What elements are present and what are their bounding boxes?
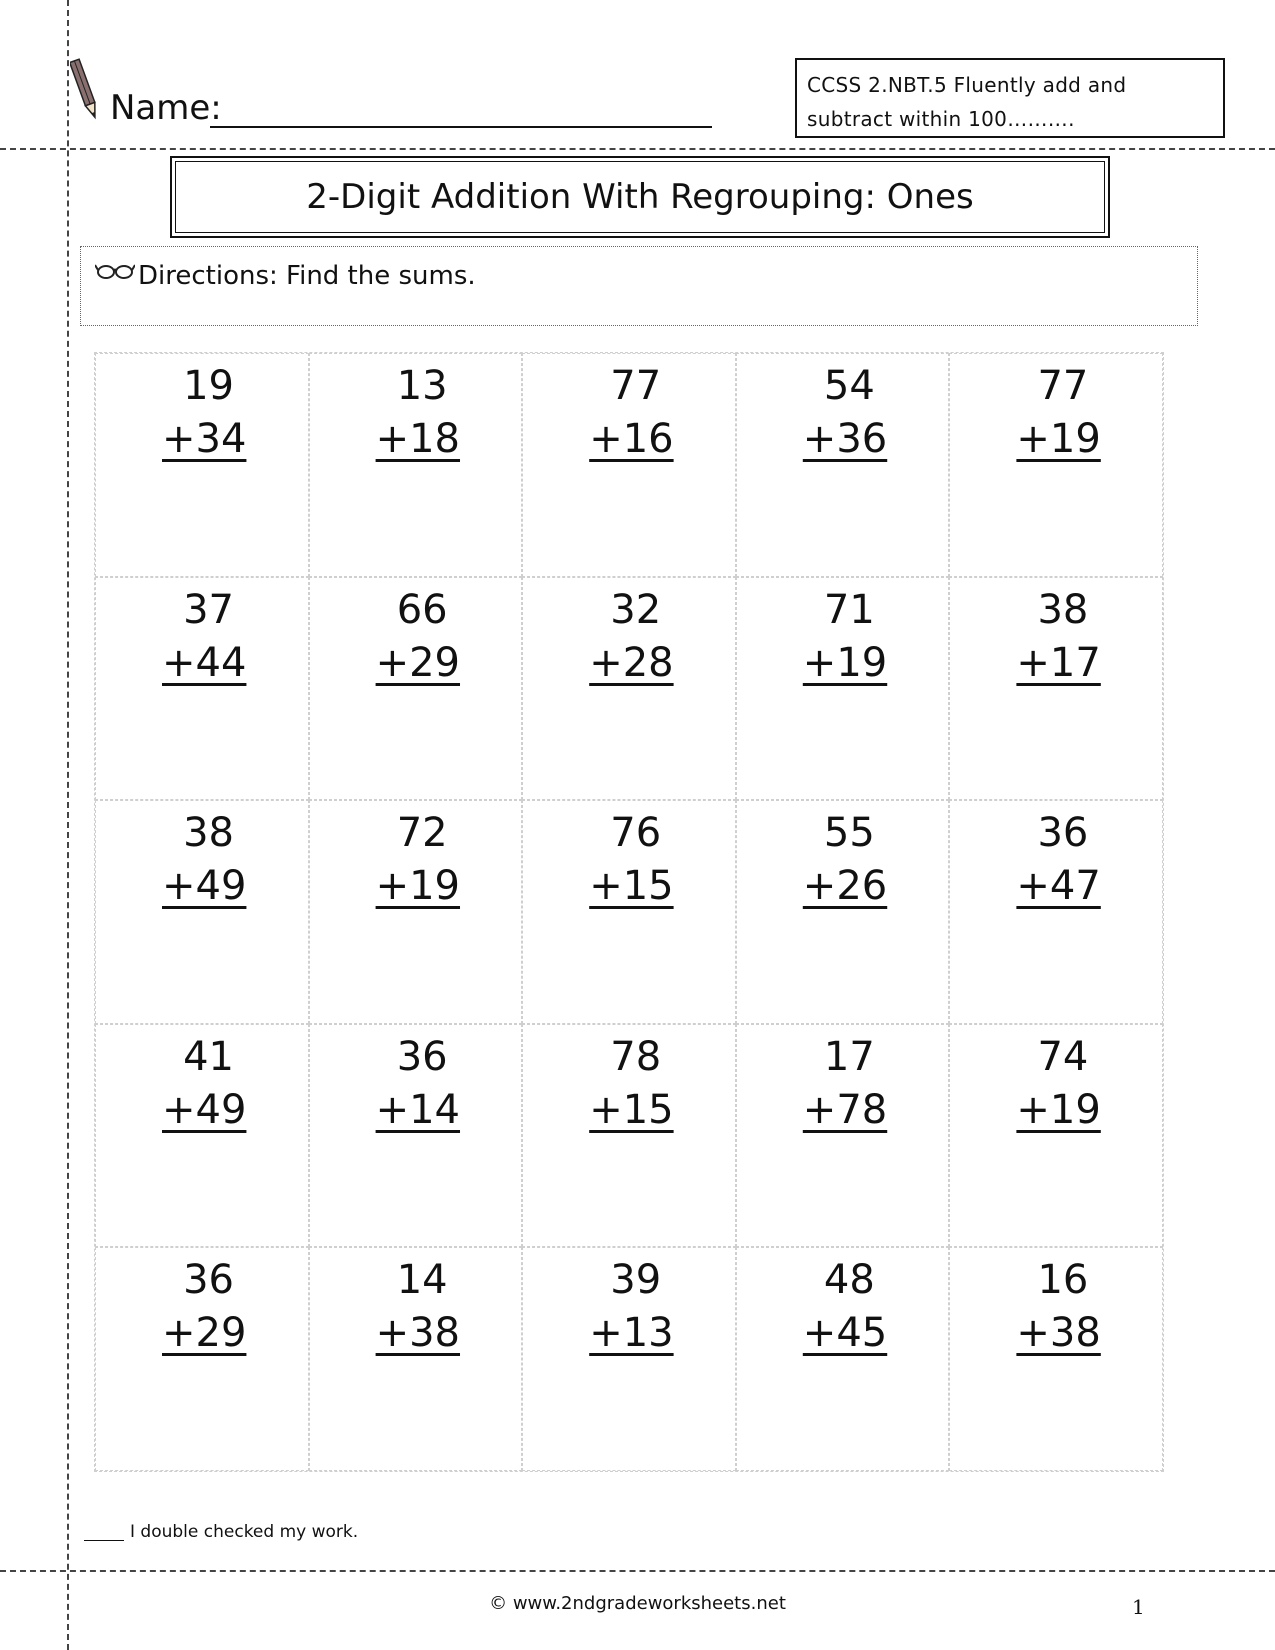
addend-top: 17 — [823, 1033, 875, 1080]
addition-problem — [589, 1254, 674, 1360]
addend-top: 39 — [610, 1257, 662, 1304]
check-blank[interactable] — [84, 1540, 124, 1541]
addend-bottom: +49 — [162, 1086, 247, 1133]
addition-problem — [162, 1254, 247, 1360]
addend-bottom: +49 — [162, 863, 247, 910]
directions-text: Directions: Find the sums. — [138, 261, 476, 291]
addition-problem — [375, 807, 461, 913]
addend-top: 66 — [396, 586, 448, 633]
addend-bottom: +19 — [802, 639, 888, 686]
addition-problem — [1016, 584, 1101, 690]
addition-problem — [802, 1254, 888, 1360]
addend-bottom: +14 — [375, 1086, 461, 1133]
addend-bottom: +17 — [1016, 639, 1101, 686]
problem-cell[interactable] — [309, 1247, 523, 1471]
addend-bottom: +45 — [802, 1310, 888, 1357]
addend-bottom: +15 — [589, 863, 674, 910]
addend-bottom: +19 — [1016, 416, 1101, 462]
addend-top: 78 — [610, 1033, 662, 1080]
addend-bottom: +29 — [162, 1310, 247, 1357]
problem-cell[interactable] — [949, 800, 1163, 1024]
check-text: I double checked my work. — [130, 1522, 359, 1542]
problem-cell[interactable] — [736, 1247, 950, 1471]
addend-top: 16 — [1037, 1257, 1089, 1304]
problem-cell[interactable] — [95, 1024, 309, 1248]
addend-top: 54 — [823, 363, 875, 409]
addend-top: 13 — [396, 363, 448, 409]
title-box — [170, 156, 1110, 238]
problem-cell[interactable] — [949, 1024, 1163, 1248]
problem-cell[interactable] — [522, 1024, 736, 1248]
addition-problem — [802, 584, 888, 690]
problem-cell[interactable] — [522, 353, 736, 577]
addend-bottom: +13 — [589, 1310, 674, 1357]
addition-problem — [589, 1031, 674, 1137]
addition-problem — [162, 584, 247, 690]
directions-box — [80, 246, 1198, 326]
addition-problem — [162, 360, 247, 466]
problem-cell[interactable] — [736, 800, 950, 1024]
addend-bottom: +47 — [1016, 863, 1101, 910]
addition-problem — [589, 584, 674, 690]
problem-cell[interactable] — [949, 577, 1163, 801]
addend-top: 36 — [183, 1257, 234, 1304]
addend-top: 72 — [396, 810, 448, 857]
addition-problem — [1016, 1254, 1101, 1360]
page-title: 2-Digit Addition With Regrouping: Ones — [175, 161, 1105, 233]
problem-cell[interactable] — [522, 800, 736, 1024]
addition-problem — [802, 1031, 888, 1137]
standard-box — [795, 58, 1225, 138]
problem-cell[interactable] — [95, 800, 309, 1024]
addend-top: 37 — [183, 586, 234, 633]
addend-bottom: +18 — [375, 416, 461, 462]
glasses-icon — [95, 261, 135, 281]
margin-cut-line-vertical — [67, 0, 69, 1650]
addend-bottom: +15 — [589, 1086, 674, 1133]
addend-top: 36 — [1037, 810, 1089, 857]
addend-top: 77 — [1037, 363, 1089, 409]
addend-top: 38 — [1037, 586, 1089, 633]
addend-bottom: +78 — [802, 1086, 888, 1133]
problem-cell[interactable] — [736, 577, 950, 801]
addend-bottom: +28 — [589, 639, 674, 686]
problem-cell[interactable] — [949, 1247, 1163, 1471]
addend-bottom: +19 — [1016, 1086, 1101, 1133]
problem-cell[interactable] — [522, 1247, 736, 1471]
addend-bottom: +26 — [802, 863, 888, 910]
addend-top: 48 — [823, 1257, 875, 1304]
addend-bottom: +16 — [589, 416, 674, 462]
addition-problem — [802, 360, 888, 466]
problem-cell[interactable] — [309, 800, 523, 1024]
addend-top: 32 — [610, 586, 662, 633]
addition-problem — [1016, 1031, 1101, 1137]
problem-cell[interactable] — [309, 577, 523, 801]
addend-bottom: +38 — [375, 1310, 461, 1357]
problem-grid — [94, 352, 1164, 1472]
addend-top: 77 — [610, 363, 662, 409]
cut-line-bottom — [0, 1570, 1275, 1572]
addition-problem — [375, 1254, 461, 1360]
addition-problem — [375, 1031, 461, 1137]
addend-top: 74 — [1037, 1033, 1089, 1080]
standard-text: CCSS 2.NBT.5 Fluently add and subtract within 100………. — [807, 73, 1127, 131]
pencil-icon — [70, 55, 100, 125]
addition-problem — [589, 807, 674, 913]
addend-bottom: +36 — [802, 416, 888, 462]
problem-cell[interactable] — [95, 577, 309, 801]
addition-problem — [162, 1031, 247, 1137]
addend-top: 55 — [823, 810, 875, 857]
addend-bottom: +44 — [162, 639, 247, 686]
addend-top: 36 — [396, 1033, 448, 1080]
addition-problem — [1016, 360, 1101, 466]
addition-problem — [375, 584, 461, 690]
name-label: Name: — [110, 88, 222, 128]
addend-bottom: +29 — [375, 639, 461, 686]
addend-top: 71 — [823, 586, 875, 633]
addend-top: 41 — [183, 1033, 234, 1080]
problem-cell[interactable] — [949, 353, 1163, 577]
addend-top: 38 — [183, 810, 234, 857]
addition-problem — [1016, 807, 1101, 913]
addend-top: 76 — [610, 810, 662, 857]
addition-problem — [162, 807, 247, 913]
problem-cell[interactable] — [736, 353, 950, 577]
addend-bottom: +19 — [375, 863, 461, 910]
addition-problem — [589, 360, 674, 466]
problem-cell[interactable] — [522, 577, 736, 801]
addition-problem — [802, 807, 888, 913]
addition-problem — [375, 360, 461, 466]
problem-cell[interactable] — [309, 1024, 523, 1248]
problem-cell[interactable] — [309, 353, 523, 577]
page-number: 1 — [1132, 1595, 1145, 1619]
addend-top: 19 — [183, 363, 234, 409]
cut-line-top — [0, 148, 1275, 150]
footer-url: © www.2ndgradeworksheets.net — [489, 1593, 786, 1614]
addend-bottom: +34 — [162, 416, 247, 462]
addend-top: 14 — [396, 1257, 448, 1304]
problem-cell[interactable] — [95, 353, 309, 577]
addend-bottom: +38 — [1016, 1310, 1101, 1357]
name-field[interactable] — [210, 126, 712, 128]
problem-cell[interactable] — [736, 1024, 950, 1248]
problem-cell[interactable] — [95, 1247, 309, 1471]
